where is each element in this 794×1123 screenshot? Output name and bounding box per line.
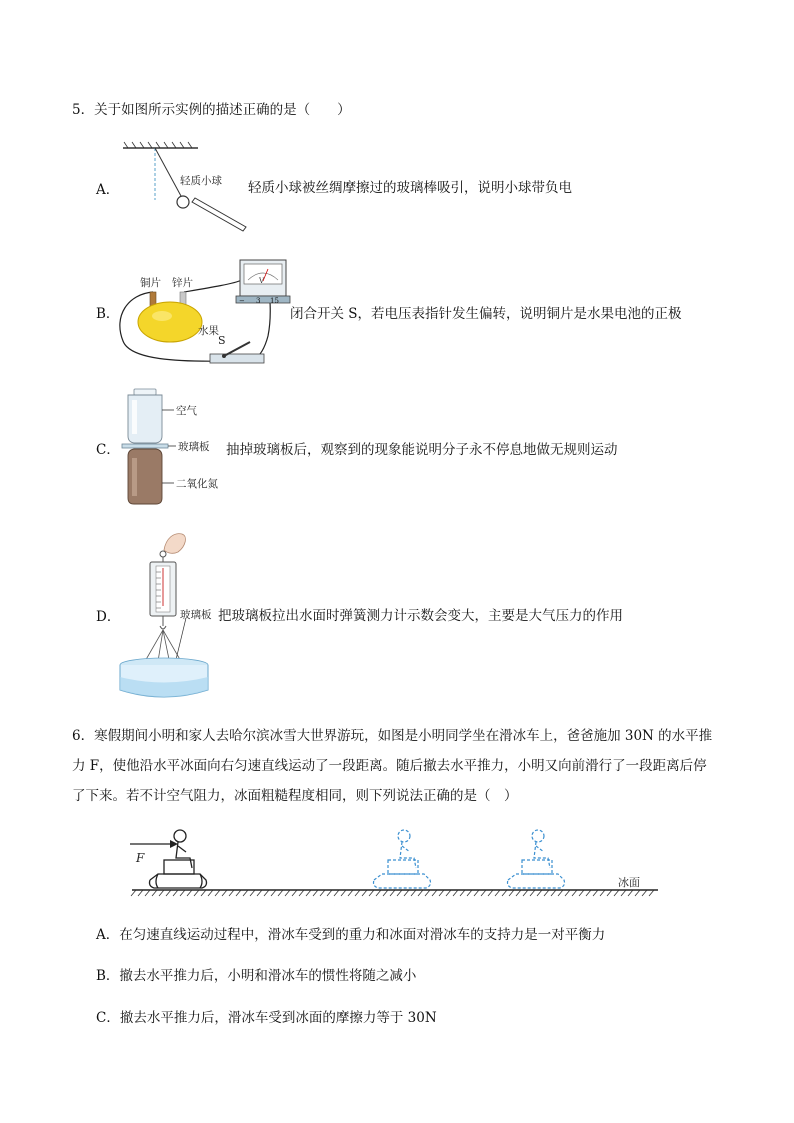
ice-hatch-mark bbox=[369, 890, 374, 896]
ice-hatch-mark bbox=[432, 890, 437, 896]
ice-hatch-mark bbox=[334, 890, 339, 896]
option-c-letter: C． bbox=[96, 442, 120, 458]
question-5-stem: 5．关于如图所示实例的描述正确的是（ ） bbox=[72, 102, 351, 118]
air-label: 空气 bbox=[176, 405, 197, 417]
ice-hatch-mark bbox=[502, 890, 507, 896]
ice-hatch-mark bbox=[621, 890, 626, 896]
option-d-text: 把玻璃板拉出水面时弹簧测力计示数会变大，主要是大气压力的作用 bbox=[218, 608, 623, 624]
ice-hatch-mark bbox=[166, 890, 171, 896]
voltmeter-15: 15 bbox=[270, 297, 279, 305]
ice-hatch-mark bbox=[376, 890, 381, 896]
ice-hatch-mark bbox=[194, 890, 199, 896]
ice-hatch-mark bbox=[460, 890, 465, 896]
ice-hatch-mark bbox=[600, 890, 605, 896]
ice-hatch-mark bbox=[201, 890, 206, 896]
figure-c-gas-diffusion bbox=[118, 386, 228, 508]
ice-hatch-mark bbox=[138, 890, 143, 896]
ice-hatch-mark bbox=[593, 890, 598, 896]
q6-option-c-text: 撤去水平推力后，滑冰车受到冰面的摩擦力等于 30N bbox=[119, 1010, 437, 1026]
ice-hatch-mark bbox=[299, 890, 304, 896]
ice-hatch-mark bbox=[411, 890, 416, 896]
ice-hatch-mark bbox=[628, 890, 633, 896]
ice-hatch-mark bbox=[558, 890, 563, 896]
ice-hatch-mark bbox=[383, 890, 388, 896]
ice-hatch-mark bbox=[453, 890, 458, 896]
ice-hatch-mark bbox=[565, 890, 570, 896]
option-a-letter: A． bbox=[96, 182, 120, 198]
ice-hatch-mark bbox=[537, 890, 542, 896]
question-6-stem-line-2: 力 F，使他沿水平冰面向右匀速直线运动了一段距离。随后撤去水平推力，小明又向前滑行了一段距离后停 bbox=[72, 758, 707, 774]
ice-hatch-mark bbox=[390, 890, 395, 896]
ice-hatch-mark bbox=[474, 890, 479, 896]
ice-hatch-mark bbox=[523, 890, 528, 896]
copper-label: 铜片 bbox=[140, 277, 161, 289]
ice-hatch-mark bbox=[320, 890, 325, 896]
ice-hatch-mark bbox=[306, 890, 311, 896]
ice-hatch-mark bbox=[159, 890, 164, 896]
ice-hatch-mark bbox=[635, 890, 640, 896]
option-d-letter: D． bbox=[96, 609, 121, 625]
ice-hatch-mark bbox=[495, 890, 500, 896]
figure-a-pendulum-ball bbox=[118, 140, 253, 235]
voltmeter-3: 3 bbox=[256, 297, 261, 305]
ice-hatch-mark bbox=[488, 890, 493, 896]
ice-hatch-mark bbox=[404, 890, 409, 896]
ice-hatch-mark bbox=[544, 890, 549, 896]
figure-d-spring-scale bbox=[116, 528, 226, 700]
ice-label: 冰面 bbox=[618, 876, 640, 889]
q6-option-c bbox=[96, 1009, 437, 1027]
ice-hatch-mark bbox=[222, 890, 227, 896]
zinc-label: 锌片 bbox=[172, 277, 193, 289]
ice-hatch-mark bbox=[586, 890, 591, 896]
ice-hatch-mark bbox=[152, 890, 157, 896]
ice-hatch-mark bbox=[180, 890, 185, 896]
q6-option-c-letter: C． bbox=[96, 1010, 120, 1026]
force-label: F bbox=[136, 851, 145, 865]
option-b-letter: B． bbox=[96, 306, 120, 322]
ice-hatch-mark bbox=[264, 890, 269, 896]
switch-label: S bbox=[218, 334, 226, 347]
voltmeter-symbol: V bbox=[259, 277, 265, 285]
glass-label-d: 玻璃板 bbox=[180, 609, 212, 621]
q6-option-b-letter: B． bbox=[96, 968, 120, 984]
ice-hatch-mark bbox=[516, 890, 521, 896]
ice-hatch-mark bbox=[292, 890, 297, 896]
ice-hatch-mark bbox=[145, 890, 150, 896]
ice-hatch-mark bbox=[446, 890, 451, 896]
q6-option-a bbox=[96, 926, 605, 944]
ice-hatch-mark bbox=[348, 890, 353, 896]
option-b-text: 闭合开关 S，若电压表指针发生偏转，说明铜片是水果电池的正极 bbox=[290, 306, 682, 322]
ice-hatch-mark bbox=[327, 890, 332, 896]
ice-hatch-mark bbox=[481, 890, 486, 896]
figure-b-fruit-battery bbox=[118, 256, 293, 368]
ice-hatch-mark bbox=[607, 890, 612, 896]
q6-option-b bbox=[96, 967, 416, 985]
ice-hatch-mark bbox=[551, 890, 556, 896]
option-a-text: 轻质小球被丝绸摩擦过的玻璃棒吸引，说明小球带负电 bbox=[248, 180, 572, 196]
ice-hatch-mark bbox=[418, 890, 423, 896]
ice-hatch-mark bbox=[278, 890, 283, 896]
ice-hatch-mark bbox=[572, 890, 577, 896]
ice-hatch-mark bbox=[467, 890, 472, 896]
figure-6-ice-sled bbox=[128, 824, 668, 900]
ice-hatch-mark bbox=[341, 890, 346, 896]
ice-hatch-mark bbox=[530, 890, 535, 896]
ice-hatch-mark bbox=[208, 890, 213, 896]
ice-hatch-mark bbox=[579, 890, 584, 896]
ice-hatch-mark bbox=[131, 890, 136, 896]
ice-hatch-mark bbox=[243, 890, 248, 896]
ice-hatch-mark bbox=[173, 890, 178, 896]
glass-label-c: 玻璃板 bbox=[178, 441, 210, 453]
option-c-text: 抽掉玻璃板后，观察到的现象能说明分子永不停息地做无规则运动 bbox=[226, 442, 618, 458]
no2-label: 二氧化氮 bbox=[176, 478, 218, 490]
ice-hatch-mark bbox=[425, 890, 430, 896]
ice-hatch-mark bbox=[271, 890, 276, 896]
question-6-stem-line-3: 了下来。若不计空气阻力，冰面粗糙程度相同，则下列说法正确的是（ ） bbox=[72, 788, 518, 804]
ice-hatch-mark bbox=[229, 890, 234, 896]
q6-option-a-text: 在匀速直线运动过程中，滑冰车受到的重力和冰面对滑冰车的支持力是一对平衡力 bbox=[119, 927, 606, 943]
ice-hatch-mark bbox=[285, 890, 290, 896]
ice-hatch-mark bbox=[642, 890, 647, 896]
ice-hatch-mark bbox=[215, 890, 220, 896]
ice-hatch-mark bbox=[313, 890, 318, 896]
ice-hatch-mark bbox=[509, 890, 514, 896]
fruit-label: 水果 bbox=[198, 325, 219, 337]
voltmeter-minus: − bbox=[239, 297, 245, 305]
ice-hatch-mark bbox=[187, 890, 192, 896]
ice-hatch-mark bbox=[614, 890, 619, 896]
ice-hatch-mark bbox=[236, 890, 241, 896]
ice-hatch-mark bbox=[250, 890, 255, 896]
q6-option-b-text: 撤去水平推力后，小明和滑冰车的惯性将随之减小 bbox=[119, 968, 417, 984]
ice-hatch-mark bbox=[355, 890, 360, 896]
ice-hatch-mark bbox=[649, 890, 654, 896]
figure-a-ball-label: 轻质小球 bbox=[180, 175, 222, 187]
ice-hatch-mark bbox=[439, 890, 444, 896]
ice-hatch-mark bbox=[362, 890, 367, 896]
ice-hatch-mark bbox=[257, 890, 262, 896]
question-6-stem-line-1: 6．寒假期间小明和家人去哈尔滨冰雪大世界游玩，如图是小明同学坐在滑冰车上，爸爸施加 30N 的水平推 bbox=[72, 728, 713, 744]
ice-hatch-mark bbox=[397, 890, 402, 896]
q6-option-a-letter: A． bbox=[96, 927, 120, 943]
